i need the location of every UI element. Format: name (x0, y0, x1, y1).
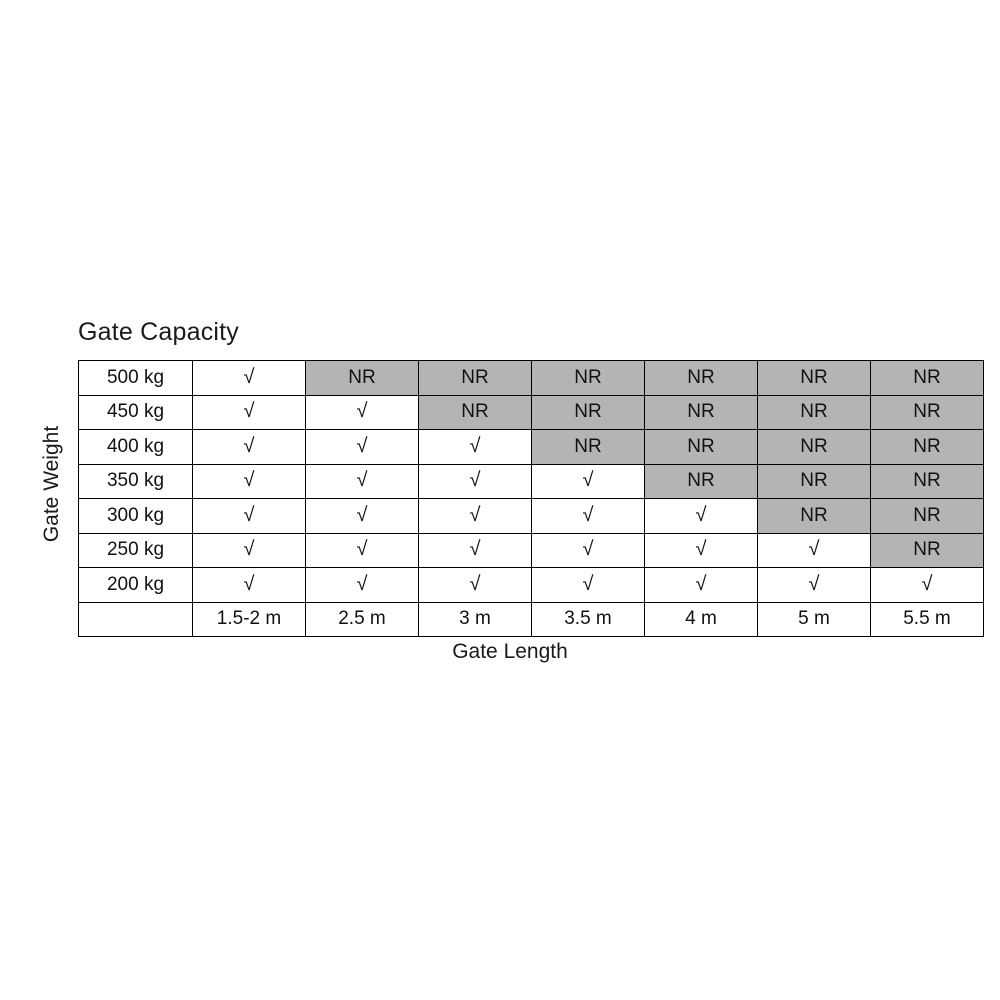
check-icon: √ (808, 538, 820, 561)
x-axis-label-text: Gate Length (452, 640, 568, 663)
cell-not-recommended: NR (532, 430, 645, 465)
cell-ok (645, 568, 758, 603)
cell-not-recommended: NR (758, 464, 871, 499)
check-icon: √ (582, 503, 594, 526)
table-row (79, 464, 984, 499)
cell-ok (306, 395, 419, 430)
check-icon: √ (469, 572, 481, 595)
cell-ok (532, 533, 645, 568)
cell-ok (193, 499, 306, 534)
column-header-3-5-m: 3.5 m (532, 602, 645, 637)
column-header-5-5-m: 5.5 m (871, 602, 984, 637)
check-icon: √ (356, 572, 368, 595)
cell-ok (871, 568, 984, 603)
check-icon: √ (469, 538, 481, 561)
row-header-300-kg: 300 kg (79, 499, 193, 534)
table-row (79, 499, 984, 534)
cell-ok (306, 430, 419, 465)
cell-ok (419, 464, 532, 499)
page-title: Gate Capacity (78, 318, 240, 346)
cell-not-recommended: NR (306, 361, 419, 396)
cell-not-recommended: NR (871, 361, 984, 396)
cell-ok (193, 464, 306, 499)
cell-ok (645, 499, 758, 534)
check-icon: √ (695, 572, 707, 595)
check-icon: √ (243, 434, 255, 457)
check-icon: √ (921, 572, 933, 595)
cell-ok (306, 568, 419, 603)
check-icon: √ (582, 538, 594, 561)
check-icon: √ (695, 503, 707, 526)
check-icon: √ (582, 469, 594, 492)
check-icon: √ (356, 538, 368, 561)
cell-ok (193, 395, 306, 430)
check-icon: √ (243, 538, 255, 561)
cell-not-recommended: NR (871, 533, 984, 568)
cell-not-recommended: NR (419, 395, 532, 430)
cell-ok (419, 499, 532, 534)
check-icon: √ (695, 538, 707, 561)
table-row (79, 430, 984, 465)
cell-not-recommended: NR (871, 499, 984, 534)
cell-not-recommended: NR (645, 361, 758, 396)
check-icon: √ (243, 400, 255, 423)
table-row (79, 568, 984, 603)
column-header-4-m: 4 m (645, 602, 758, 637)
row-header-250-kg: 250 kg (79, 533, 193, 568)
cell-ok (419, 568, 532, 603)
cell-not-recommended: NR (758, 395, 871, 430)
check-icon: √ (469, 434, 481, 457)
cell-not-recommended: NR (419, 361, 532, 396)
cell-not-recommended: NR (871, 430, 984, 465)
column-header-1-5-2-m: 1.5-2 m (193, 602, 306, 637)
column-header-5-m: 5 m (758, 602, 871, 637)
cell-ok (758, 568, 871, 603)
check-icon: √ (469, 503, 481, 526)
cell-ok (532, 499, 645, 534)
y-axis-label: Gate Weight (40, 425, 63, 543)
check-icon: √ (356, 469, 368, 492)
cell-ok (532, 568, 645, 603)
row-header-500-kg: 500 kg (79, 361, 193, 396)
x-axis-label (78, 640, 978, 664)
cell-ok (193, 361, 306, 396)
cell-not-recommended: NR (758, 499, 871, 534)
check-icon: √ (808, 572, 820, 595)
cell-not-recommended: NR (758, 430, 871, 465)
check-icon: √ (356, 434, 368, 457)
column-header-3-m: 3 m (419, 602, 532, 637)
table-column-header-row (79, 602, 984, 637)
check-icon: √ (243, 572, 255, 595)
cell-ok (193, 430, 306, 465)
cell-ok (645, 533, 758, 568)
check-icon: √ (243, 469, 255, 492)
cell-not-recommended: NR (871, 464, 984, 499)
cell-not-recommended: NR (532, 395, 645, 430)
cell-ok (306, 499, 419, 534)
check-icon: √ (469, 469, 481, 492)
cell-ok (193, 533, 306, 568)
row-header-400-kg: 400 kg (79, 430, 193, 465)
gate-capacity-table (78, 360, 984, 637)
cell-ok (419, 533, 532, 568)
check-icon: √ (582, 572, 594, 595)
cell-not-recommended: NR (645, 395, 758, 430)
row-header-350-kg: 350 kg (79, 464, 193, 499)
row-header-200-kg: 200 kg (79, 568, 193, 603)
cell-not-recommended: NR (532, 361, 645, 396)
cell-not-recommended: NR (645, 430, 758, 465)
table-row (79, 361, 984, 396)
cell-ok (419, 430, 532, 465)
cell-ok (758, 533, 871, 568)
check-icon: √ (356, 503, 368, 526)
check-icon: √ (243, 365, 255, 388)
cell-ok (306, 533, 419, 568)
cell-not-recommended: NR (871, 395, 984, 430)
cell-ok (193, 568, 306, 603)
table-corner-cell (79, 602, 193, 637)
table-row (79, 533, 984, 568)
cell-not-recommended: NR (645, 464, 758, 499)
row-header-450-kg: 450 kg (79, 395, 193, 430)
column-header-2-5-m: 2.5 m (306, 602, 419, 637)
check-icon: √ (243, 503, 255, 526)
check-icon: √ (356, 400, 368, 423)
table-row (79, 395, 984, 430)
cell-ok (532, 464, 645, 499)
cell-not-recommended: NR (758, 361, 871, 396)
cell-ok (306, 464, 419, 499)
